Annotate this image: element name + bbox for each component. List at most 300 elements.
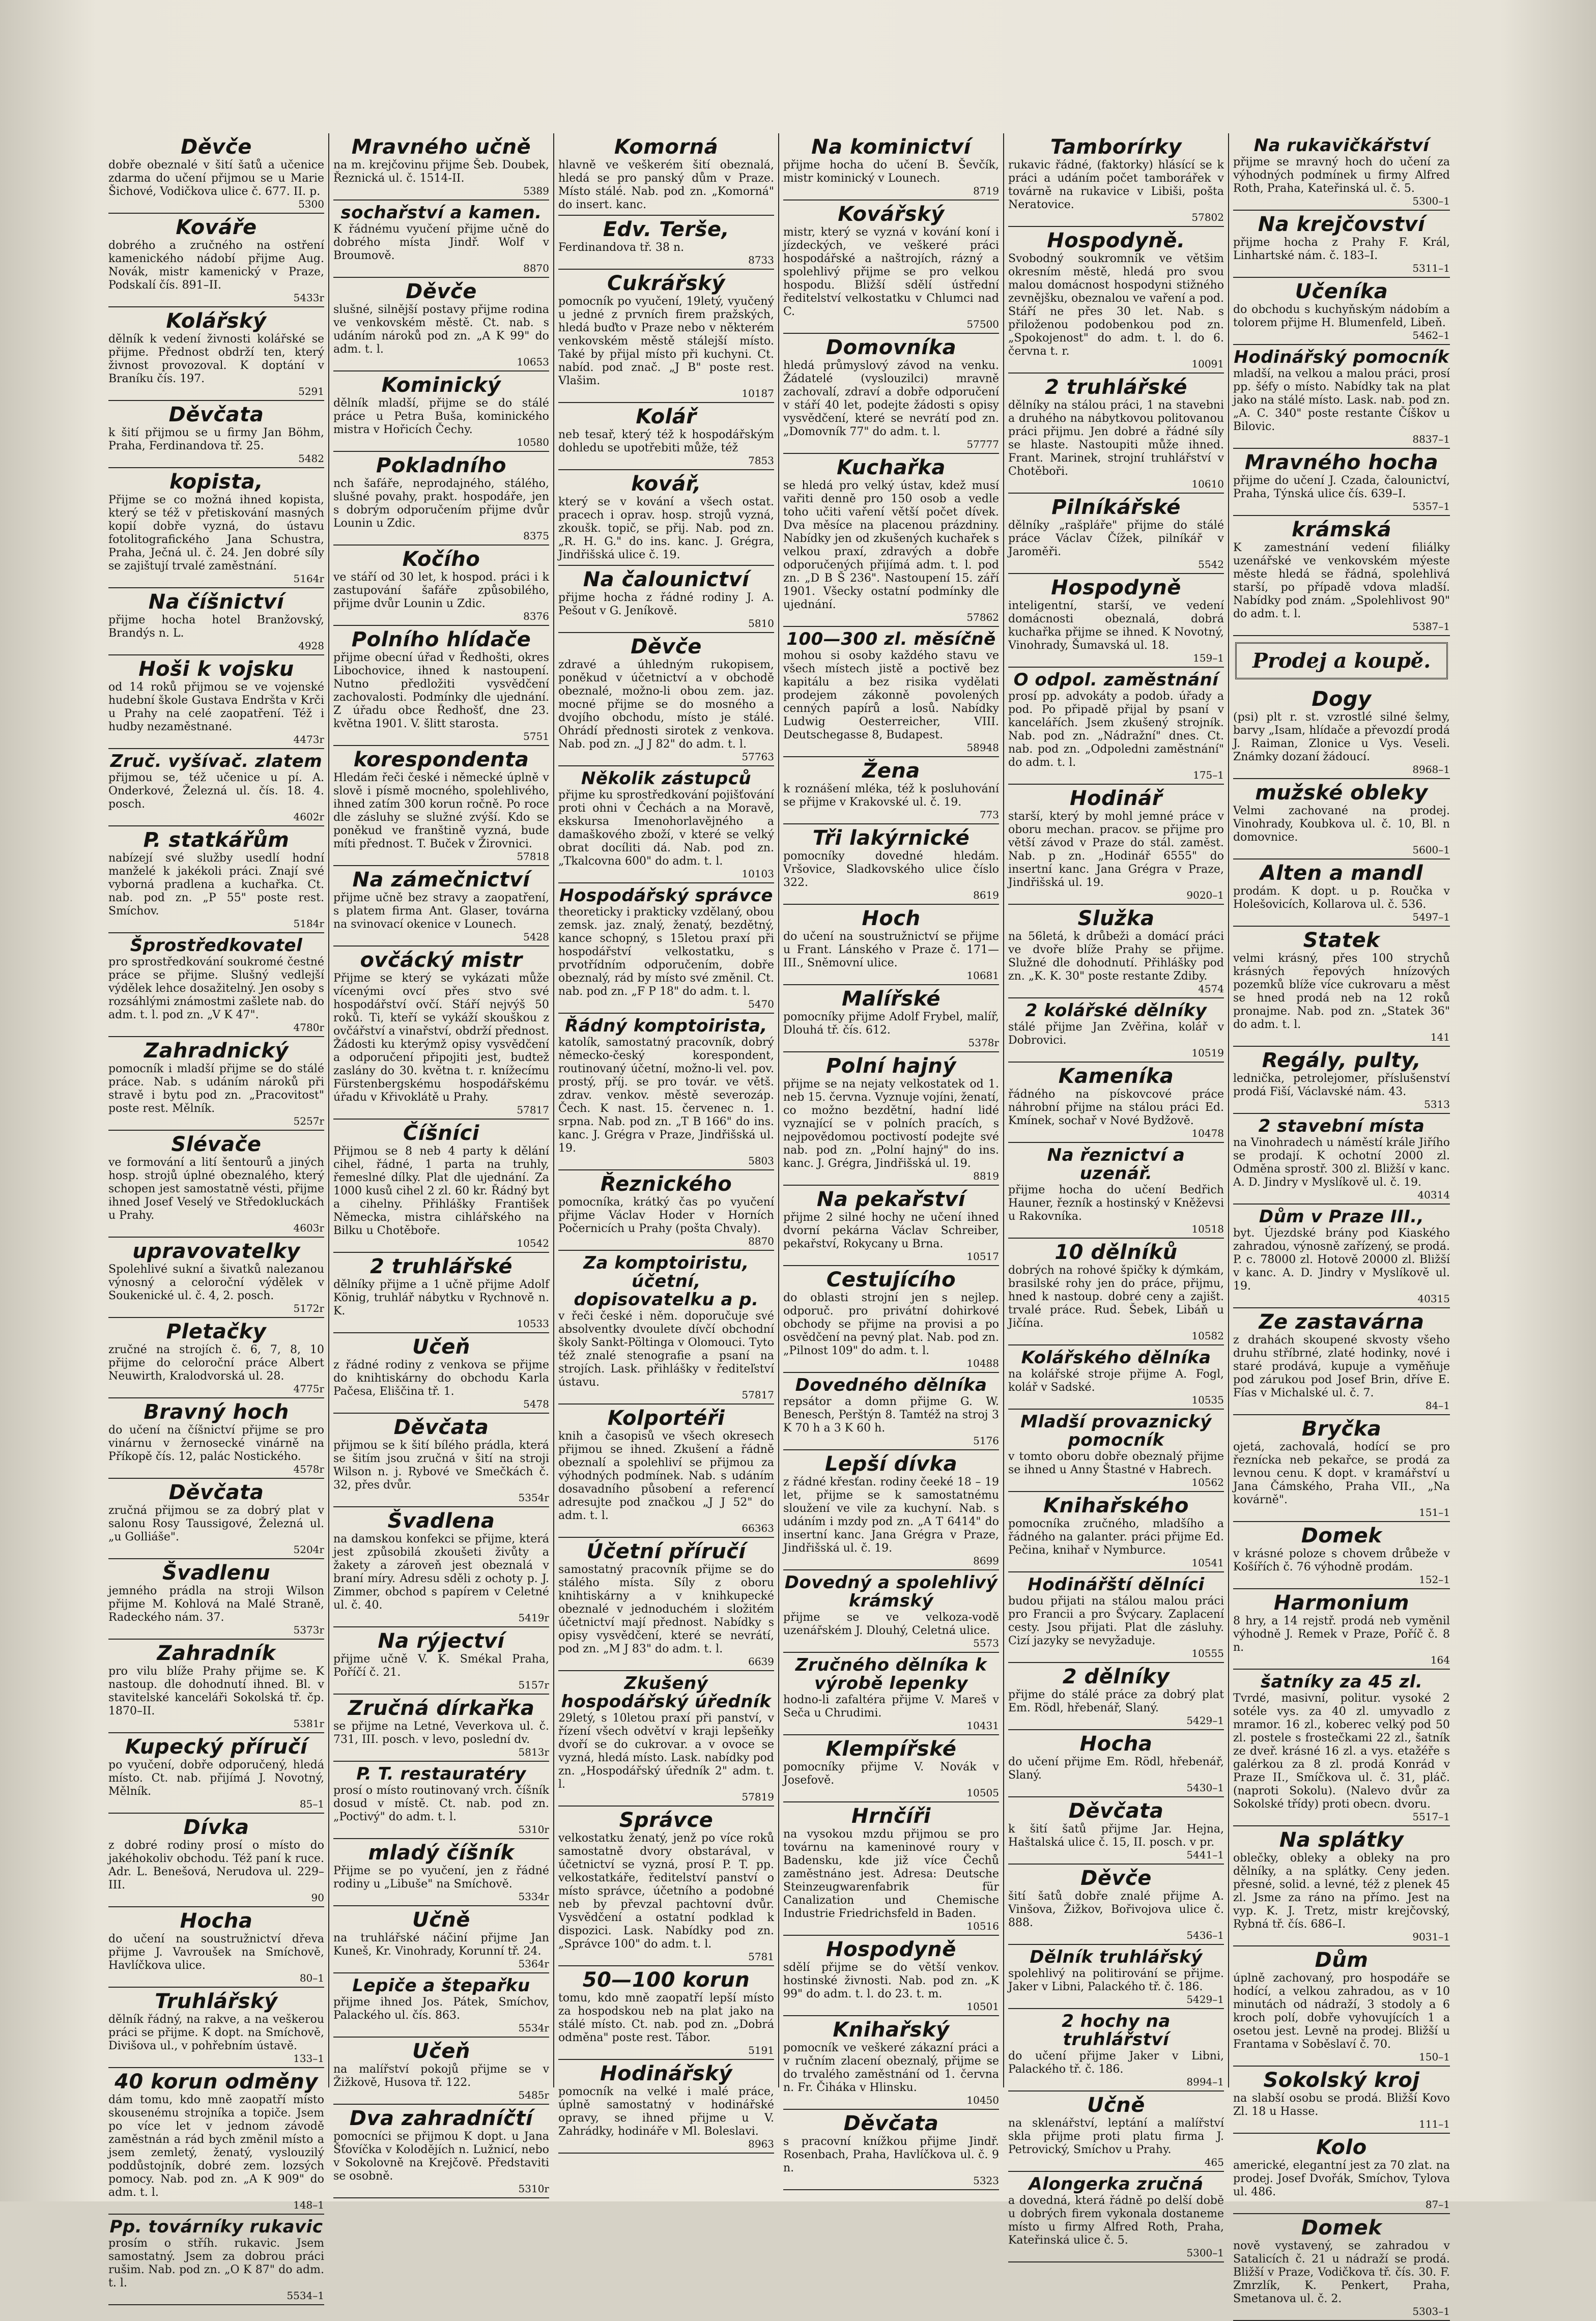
classified-ad <box>1233 1589 1450 1670</box>
ad-code: 4602r <box>293 811 324 823</box>
ad-code: 7853 <box>748 454 774 467</box>
ad-body: ve stáří od 30 let, k hospod. práci i k zastupování šafáře způsobilého, přijme dvůr Lounin u Zdic. <box>333 571 549 610</box>
classified-ad <box>558 1251 774 1405</box>
ad-body: přijmou se, též učenice u pí. A. Onderkové, Železná ul. čís. 18. 4. posch. <box>108 771 324 811</box>
ad-code: 5300–1 <box>1412 195 1450 207</box>
ad-heading: Hocha <box>1079 1732 1153 1756</box>
classified-ad <box>333 200 549 278</box>
ad-heading: Kolářského dělníka <box>1021 1348 1211 1368</box>
ad-body: na vysokou mzdu přijmou se pro továrnu na kameninové roury v Badensku, kde již více Čechů zaměstnáno jest. Adresa: Deutsche Steinzeugwarenfabrik für Canalization und Chemische Industrie Friedrichsfeld in Baden. <box>783 1828 999 1920</box>
ad-heading: Děvče <box>181 135 252 159</box>
classified-ad <box>783 1450 999 1570</box>
ad-body: řádného na pískovcové práce náhrobní přijme na stálou práci Ed. Kmínek, sochař v Nové Bydžově. <box>1008 1088 1224 1127</box>
ad-code: 5534r <box>518 2022 549 2034</box>
classified-ad <box>1008 494 1224 574</box>
ad-heading: 2 dělníky <box>1062 1665 1170 1688</box>
ad-body: k šití šatů přijme Jar. Hejna, Haštalská ulice č. 15, II. posch. v pr. <box>1008 1823 1224 1849</box>
ad-body: prosím o stříh. rukavic. Jsem samostatný. Jsem za dobrou práci rušim. Nab. pod zn. „O K 87" do adm. t. l. <box>108 2237 324 2289</box>
ad-body: z dobré rodiny prosí o místo do jakéhokoliv obchodu. Též paní k ruce. Adr. L. Benešová, Nerudova ul. 229–III. <box>108 1839 324 1892</box>
ad-code: 57817 <box>517 1104 549 1116</box>
ad-code: 40314 <box>1417 1189 1450 1201</box>
ad-heading: Bravný hoch <box>144 1400 289 1424</box>
classified-ad <box>1008 1492 1224 1572</box>
ad-heading: Řeznického <box>600 1172 732 1196</box>
ad-code: 5482 <box>298 452 324 465</box>
classified-ad <box>783 1570 999 1653</box>
classified-ad <box>783 1186 999 1266</box>
classified-ad <box>783 1802 999 1936</box>
ad-heading: kopista, <box>169 470 264 494</box>
ad-body: spolehlivý na politirování se přijme. Jaker v Libni, Palackého tř. č. 186. <box>1008 1967 1224 1993</box>
ad-heading: Statek <box>1303 929 1380 952</box>
ad-code: 90 <box>311 1892 324 1904</box>
ad-code: 5191 <box>748 2044 774 2056</box>
ad-code: 4578r <box>293 1463 324 1475</box>
ad-code: 141 <box>1430 1031 1450 1043</box>
classified-ad <box>108 1037 324 1131</box>
ad-code: 57862 <box>966 611 999 623</box>
classified-ad <box>558 1671 774 1807</box>
ad-code: 151–1 <box>1419 1506 1450 1518</box>
ad-heading: Ze zastavárna <box>1259 1310 1424 1334</box>
classified-ad <box>783 1373 999 1450</box>
ad-body: oblečky, obleky a obleky na pro dělníky, a na splátky. Ceny jeden. přesné, solid. a levné, též z plenek 45 zl. Jsme za ráno na přímo. Jest na vyp. K. J. Tretz, mistr krejčovský, Rybná tř. čís. 686–I. <box>1233 1852 1450 1931</box>
classified-ad <box>108 588 324 655</box>
classified-ad <box>783 1653 999 1735</box>
ad-heading: Na kominictví <box>811 135 971 159</box>
ad-body: Spolehlivé sukní a šivatků nalezanou výnosný a celoroční výdělek v Soukenické ul. č. 4, 2. posch. <box>108 1263 324 1302</box>
ad-code: 5485r <box>518 2089 549 2101</box>
ad-heading: upravovatelky <box>132 1240 300 1263</box>
ad-code: 10542 <box>517 1237 549 1249</box>
ad-code: 5291 <box>298 385 324 397</box>
ad-heading: Služka <box>1077 907 1155 930</box>
ad-body: budou přijati na stálou malou práci pro Francii a pro Švýcary. Zaplacení cesty. Jsou přijati. Plat dle zásluhy. Cizí jazyky se nevyžaduje. <box>1008 1595 1224 1647</box>
classified-ad <box>558 883 774 1014</box>
ad-body: Přijme se po vyučení, jen z řádné rodiny u „Libuše" na Smíchově. <box>333 1865 549 1890</box>
classified-ad <box>1233 345 1450 449</box>
classified-ad <box>783 985 999 1052</box>
ad-heading: Na řeznictví a uzenář. <box>1047 1145 1185 1184</box>
ad-body: americké, elegantní jest za 70 zlat. na prodej. Josef Dvořák, Smíchov, Tylova ul. 486. <box>1233 2159 1450 2198</box>
ad-heading: Dovedný a spolehlivý krámský <box>784 1572 998 1611</box>
classified-ad <box>108 933 324 1037</box>
classified-ad <box>1233 1114 1450 1205</box>
ad-code: 57817 <box>742 1389 774 1401</box>
ad-body: dám tomu, kdo mně zaopatří místo skousenému strojníka a topiče. Jsem po více let v jednom závodě zaměstnán a rád bych změnil místo a jsem zemletý, ženatý, vyslouzilý poddůstojník, dobré zem. lozsých pomocy. Nab. pod zn. „A K 909" do adm. t. l. <box>108 2094 324 2199</box>
classified-ad <box>1008 668 1224 785</box>
classified-ad <box>1233 1670 1450 1826</box>
ad-code: 58948 <box>966 741 999 754</box>
ad-body: pomocník ve veškeré zákazní práci a v ručním zlacení obeznalý, přijme se do trvalého zaměstnání od 1. června n. Fr. Čiháka v Hlinsku. <box>783 2042 999 2094</box>
ad-body: pomocníci se přijmou K dopt. u Jana Šťovíčka v Kolodějích n. Lužnicí, nebo v Sokolovně na Krejčově. Představiti se osobně. <box>333 2130 549 2183</box>
ad-code: 10610 <box>1191 478 1224 490</box>
ad-body: přijme hocha do učení B. Ševčík, mistr kominický v Lounech. <box>783 159 999 185</box>
ad-code: 8619 <box>973 889 999 901</box>
ad-heading: Hodinářští dělníci <box>1028 1574 1205 1595</box>
ad-heading: Sokolský kroj <box>1263 2069 1420 2092</box>
ad-code: 5419r <box>518 1612 549 1624</box>
ad-body: zručné na strojích č. 6, 7, 8, 10 přijme do celoroční práce Albert Neuwirth, Kralodvorská ul. 28. <box>108 1343 324 1383</box>
ad-heading: sochařství a kamen. <box>340 203 542 223</box>
ad-body: pomocník po vyučení, 19letý, vyučený u jedné z prvních firem pražských, hledá buďto v Praze nebo v některém venkovském městě stálejší místo. Také by přijal místo při kuchyni. Ct. nabíd. pod znač. „J B" poste rest. Vlašim. <box>558 295 774 387</box>
ad-code: 5334r <box>518 1890 549 1903</box>
ad-body: šití šatů dobře znalé přijme A. Vinšova, Žižkov, Bořivojova ulice č. 888. <box>1008 1890 1224 1929</box>
ad-body: do učení na soustružnictví dřeva přijme J. Vavroušek na Smíchově, Havlíčkova ulice. <box>108 1933 324 1972</box>
ad-code: 5387–1 <box>1412 620 1450 633</box>
classified-ad <box>333 866 549 947</box>
classified-ad <box>1233 449 1450 516</box>
ad-code: 5600–1 <box>1412 844 1450 856</box>
ad-code: 5172r <box>293 1302 324 1314</box>
ad-heading: Hoch <box>862 907 921 930</box>
ad-heading: Účetní příručí <box>586 1540 746 1563</box>
ad-body: se hledá pro velký ústav, kdež musí vařiti denně pro 150 osob a vedle toho učiti vaření větší počet dívek. Dva měsíce na placenou prázdniny. Nabídky jen od zkušených kuchařek s velkou praxí, zdravých a dobře odporučených přijímá adm. t. l. pod zn. „D B Š 236". Nastoupení 15. září 1901. Všecky ostatní podmínky dle ujednání. <box>783 479 999 611</box>
newspaper-column-1 <box>104 133 329 2302</box>
ad-heading: Mravného hocha <box>1244 451 1439 474</box>
ad-heading: Hospodářský správce <box>559 885 773 906</box>
ad-body: rukavic řádné, (faktorky) hlásící se k práci a udáním počet tamborářek v továrně na rukavice v Libiši, pošta Neratovice. <box>1008 159 1224 211</box>
ad-code: 5310r <box>518 1823 549 1836</box>
classified-ad <box>1233 2067 1450 2134</box>
ad-code: 5378r <box>968 1037 999 1049</box>
ad-body: pomocník i mladší přijme se do stálé práce. Nab. s udáním nároků při stravě i bytu pod zn. „Pracovitost" poste rest. Mělník. <box>108 1063 324 1115</box>
ad-code: 4780r <box>293 1021 324 1034</box>
classified-ad <box>1233 685 1450 779</box>
ad-body: starší, který by mohl jemné práce v oboru mechan. pracov. se přijme pro větší závod v Praze do stál. zaměst. Nab. p zn. „Hodinář 6555" do insertní kanc. Jana Grégra v Praze, Jindřišská ul. 19. <box>1008 810 1224 889</box>
ad-heading: Hodinářský pomocník <box>1234 347 1449 367</box>
ad-heading: Dva zahradníčtí <box>349 2107 533 2130</box>
classified-ad <box>108 1733 324 1814</box>
ad-code: 5300–1 <box>1186 2247 1224 2259</box>
classified-ad <box>108 749 324 826</box>
classified-ad <box>108 2068 324 2215</box>
ad-code: 10501 <box>966 2000 999 2013</box>
classified-ad <box>783 2016 999 2110</box>
ad-code: 6639 <box>748 1655 774 1668</box>
classified-ad <box>333 546 549 626</box>
ad-body: pomocníka, krátký čas po vyučení přijme Václav Hoder v Horních Počernicích u Prahy (pošta Chvaly). <box>558 1196 774 1235</box>
classified-ad <box>1008 1345 1224 1410</box>
ad-code: 84–1 <box>1425 1399 1450 1412</box>
ad-body: přijme se ve velkoza-vodě uzenářském J. Dlouhý, Celetná ulice. <box>783 1611 999 1637</box>
ad-body: dobře obeznalé v šití šatů a učenice zdarma do učení přijmou se u Marie Šichové, Vodičkova ulice č. 677. II. p. <box>108 159 324 198</box>
ad-body: a dovedná, která řádně po delší době u dobrých firem vykonala dostaneme místo u firmy Alfred Roth, Praha, Kateřinská ulice č. 5. <box>1008 2194 1224 2247</box>
classified-ad <box>333 1414 549 1507</box>
ad-code: 773 <box>979 809 999 821</box>
ad-code: 5429–1 <box>1186 1714 1224 1727</box>
classified-ad <box>108 214 324 307</box>
ad-code: 8870 <box>748 1235 774 1247</box>
ad-code: 10450 <box>966 2094 999 2106</box>
ad-heading: Zahradník <box>157 1642 276 1665</box>
ad-body: repsátor a domn přijme G. W. Benesch, Perštýn 8. Tamtéž na stroj 3 K 70 h a 3 K 60 h. <box>783 1395 999 1435</box>
ad-code: 5364r <box>518 1958 549 1970</box>
ad-heading: Domek <box>1301 2216 1382 2240</box>
ad-code: 10580 <box>517 436 549 448</box>
ad-body: přijme ihned Jos. Pátek, Smíchov, Palackého ul. čís. 863. <box>333 1996 549 2022</box>
classified-ad <box>783 1735 999 1802</box>
ad-body: na m. krejčovinu přijme Šeb. Doubek, Řeznická ul. č. 1514-II. <box>333 159 549 185</box>
ad-body: hodno-li zafaltéra přijme V. Mareš v Seča u Chrudimi. <box>783 1694 999 1720</box>
classified-ad <box>1233 1946 1450 2067</box>
ad-body: od 14 roků přijmou se ve vojenské hudební škole Gustava Endršta v Krči u Prahy na celé zaopatření. Též i hudby nezaměstnané. <box>108 681 324 733</box>
classified-ad <box>1233 211 1450 278</box>
classified-ad <box>108 2215 324 2305</box>
ad-heading: Kočího <box>402 548 480 571</box>
ad-code: 10653 <box>517 356 549 368</box>
ad-body: jemného prádla na stroji Wilson přijme M. Kohlová na Malé Straně, Radeckého nám. 37. <box>108 1585 324 1624</box>
ad-heading: Na rukavičkářství <box>1253 135 1430 156</box>
ad-code: 8699 <box>973 1555 999 1567</box>
classified-ad <box>1233 1205 1450 1308</box>
ad-heading: Učeň <box>412 2040 470 2063</box>
newspaper-column-5 <box>1004 133 1229 2259</box>
classified-ad <box>108 655 324 749</box>
ad-heading: Mladší provaznický pomocník <box>1020 1412 1212 1450</box>
ad-code: 5534–1 <box>287 2289 324 2302</box>
ad-body: mladší, na velkou a malou práci, prosí pp. šéfy o místo. Nabídky tak na plat jako na stálé místo. Lask. nab. pod zn. „A. C. 340" poste restante Číškov u Bilovic. <box>1233 367 1450 433</box>
ad-body: Přijme se který se vykázati může vícenými ovcí přes stvo své hospodářství ovčí. Stáří nejvýš 50 roků. Ti, kteří se vykáží skouškou z ovčářství a vinařství, obdrží přednost. Žádosti ku kterýmž opisy vysvědčení a odporučení připojiti jest, budtež zaslány do 30. května t. r. knížecímu Fürstenbergskému hospodářskému úřadu v Křivoklátě u Prahy. <box>333 972 549 1104</box>
ad-body: do obchodu s kuchyňským nádobím a tolorem přijme H. Blumenfeld, Libeň. <box>1233 303 1450 329</box>
classified-ad <box>1233 1522 1450 1589</box>
classified-ad <box>333 1333 549 1414</box>
classified-ad <box>558 1966 774 2060</box>
ad-heading: Polního hlídače <box>351 628 531 651</box>
ad-body: neb tesař, který též k hospodářským dohledu se upotřebiti může, též <box>558 428 774 454</box>
ad-heading: Cestujícího <box>826 1268 956 1292</box>
classified-ad <box>783 2110 999 2190</box>
classified-ad <box>783 454 999 627</box>
classified-ad <box>558 1170 774 1251</box>
ad-body: pro vilu blíže Prahy přijme se. K nastoup. dle dohodnutí ihned. Bl. v stavitelské kanceláři Sokolská tř. čp. 1870–II. <box>108 1665 324 1717</box>
newspaper-column-2 <box>329 133 554 2195</box>
ad-code: 465 <box>1204 2156 1224 2168</box>
ad-code: 150–1 <box>1419 2051 1450 2063</box>
ad-code: 5164r <box>293 572 324 585</box>
ad-heading: 2 kolářské dělníky <box>1025 1000 1207 1021</box>
ad-code: 5462–1 <box>1412 329 1450 341</box>
ad-body: prodám. K dopt. u p. Roučka v Holešovicích, Kollarova ul. č. 536. <box>1233 885 1450 911</box>
ad-code: 8963 <box>748 2138 774 2150</box>
ad-code: 5357–1 <box>1412 500 1450 512</box>
ad-heading: šatníky za 45 zl. <box>1260 1672 1423 1692</box>
ad-heading: Domek <box>1301 1524 1382 1548</box>
ad-code: 5311–1 <box>1412 262 1450 274</box>
ad-body: katolík, samostatný pracovník, dobrý německo-český korespondent, routinovaný účetní, možno-li vel. pov. prostý, příj. se pro továr. ve větš. zdrav. venkov. městě severozáp. Čech. K nast. 15. červenec n. 1. srpna. Nab. pod zn. „T B 166" do ins. kanc. J. Grégra v Praze, Jindřišská ul. 19. <box>558 1036 774 1155</box>
ad-code: 10516 <box>966 1920 999 1932</box>
ad-heading: Domovníka <box>825 336 957 359</box>
classified-ad <box>333 1695 549 1762</box>
ad-code: 57802 <box>1191 211 1224 223</box>
ad-body: pomocníka zručného, mladšího a řádného na galanter. práci přijme Ed. Pečina, knihař v Nymburce. <box>1008 1517 1224 1557</box>
classified-ad <box>1233 1826 1450 1946</box>
ad-heading: Švadlenu <box>162 1561 271 1585</box>
ad-body: velmi krásný, přes 100 strychů krásných řepových hnízových pozemků blíže více cukrovaru a měst se hned prodá neb na 12 roků pronajme. Nab. pod zn. „Statek 36" do adm. t. l. <box>1233 952 1450 1031</box>
ad-body: přijme 2 silné hochy ne učení ihned dvorní pekárna Václav Schreiber, pekařství, Rokycany u Brna. <box>783 1211 999 1250</box>
ad-body: (psi) plt r. st. vzrostlé silné šelmy, barvy „Isam, hlídače a převozdí prodá J. Raiman, Zlonice u Vys. Veseli. Známky dozaní žádoucí. <box>1233 711 1450 763</box>
ad-body: do učení přijme Em. Rödl, hřebenář, Slaný. <box>1008 1756 1224 1782</box>
ad-heading: 2 stavební místa <box>1258 1116 1425 1136</box>
ad-code: 5441–1 <box>1186 1849 1224 1861</box>
ad-body: slušné, silnější postavy přijme rodina ve venkovském městě. Ct. nab. s udáním nároků pod zn. „A K 99" do adm. t. l. <box>333 303 549 356</box>
ad-heading: Švadlena <box>387 1509 495 1533</box>
ad-heading: Učeň <box>412 1335 470 1359</box>
ad-heading: korespondenta <box>353 748 529 771</box>
ad-heading: Dívka <box>183 1816 249 1839</box>
classified-ad <box>333 2105 549 2198</box>
classified-ad <box>108 1238 324 1318</box>
ad-body: inteligentní, starší, ve vedení domácnosti obeznalá, dobrá kuchařka přijme se ihned. K Novotný, Vinohrady, Šumavská ul. 18. <box>1008 599 1224 652</box>
ad-body: samostatný pracovník přijme se do stálého místa. Síly z oboru knihtiskárny a v knihkupecké obeznalé v jednoduchém i složitém účetnictví mají přednost. Nabídky s opisy vysvědčení, které se nevrátí, pod zn. „M J 83" do adm. t. l. <box>558 1563 774 1655</box>
classified-ad <box>333 1120 549 1253</box>
ad-body: přijme se mravný hoch do učení za výhodných podmínek u firmy Alfred Roth, Praha, Kateřinská ul. č. 5. <box>1233 156 1450 195</box>
ad-code: 159–1 <box>1193 652 1224 664</box>
ad-code: 5813r <box>518 1746 549 1758</box>
ad-heading: Lepiče a štepařku <box>352 1975 530 1996</box>
ad-body: nabízejí své služby usedlí hodní manželé k jakékoli práci. Znají své vyborná pradlena a kuchařka. Ct. nab. pod zn. „P 55" poste rest. Smíchov. <box>108 852 324 918</box>
classified-ad <box>783 905 999 985</box>
ad-code: 10091 <box>1191 358 1224 370</box>
classified-ad <box>558 766 774 883</box>
ad-code: 5429–1 <box>1186 1993 1224 2005</box>
ad-heading: Kominický <box>381 374 501 397</box>
ad-heading: Šprostředkovatel <box>130 935 303 956</box>
ad-heading: mužské obleky <box>1255 781 1428 805</box>
classified-ad <box>333 1762 549 1839</box>
ad-body: zručná přijmou se za dobrý plat v salonu Rosy Taussigové, Železná ul. „u Golliáše". <box>108 1504 324 1543</box>
ad-code: 5204r <box>293 1543 324 1556</box>
ad-code: 148–1 <box>293 2199 324 2211</box>
classified-ad <box>783 627 999 757</box>
section-banner: Prodej a koupě. <box>1235 642 1448 679</box>
ad-heading: 100—300 zl. měsíčně <box>786 629 996 649</box>
classified-ad <box>1008 1410 1224 1492</box>
ad-heading: Kovářský <box>838 203 945 226</box>
ad-heading: Polní hajný <box>826 1054 956 1078</box>
ad-heading: krámská <box>1292 518 1391 541</box>
ad-code: 5354r <box>518 1492 549 1504</box>
ad-body: knih a časopisů ve všech okresech přijmou se ihned. Zkušení a řádně obeznalí a spolehliví se přijmou za výhodných podmínek. Nab. s udáním dosavadního působení a referencí adresujte pod značkou „J J 52" do adm. t. l. <box>558 1430 774 1522</box>
ad-code: 5313 <box>1424 1098 1450 1110</box>
ad-heading: Řádný komptoirista, <box>565 1016 767 1036</box>
ad-heading: Kolo <box>1316 2136 1367 2159</box>
ad-body: tomu, kdo mně zaopatří lepší místo za hospodskou neb na plat jako na stálé místo. Ct. nab. pod zn. „Dobrá odměna" poste rest. Tábor. <box>558 1992 774 2044</box>
ad-code: 133–1 <box>293 2052 324 2065</box>
ad-heading: Na zámečnictví <box>352 868 530 892</box>
classified-ad <box>558 566 774 633</box>
ad-heading: Kameníka <box>1058 1065 1174 1088</box>
classified-ad <box>558 270 774 403</box>
classified-ad <box>783 824 999 905</box>
classified-ad <box>1008 1730 1224 1797</box>
ad-heading: Zahradnický <box>144 1039 289 1063</box>
ad-heading: Kupecký příručí <box>125 1735 308 1759</box>
ad-body: z řádné křesťan. rodiny čeeké 18 – 19 let, přijme se k samostatnému sloužení ve vile za kuchyní. Nab. s udáním i mzdy pod zn. „A T 6414" do insertní kanc. Jana Grégra v Praze, Jindřišská ul. č. 19. <box>783 1476 999 1555</box>
ad-body: do učení na číšnictví přijme se pro vinárnu v žernosecké vinárně na Příkopě čís. 12, palác Nostického. <box>108 1424 324 1463</box>
classified-ad <box>1008 1572 1224 1663</box>
ad-heading: 40 korun odměny <box>115 2070 318 2094</box>
ad-heading: Edv. Terše, <box>603 218 730 241</box>
ad-heading: Cukrářský <box>607 272 725 295</box>
ad-body: dělníky přijme a 1 učně přijme Adolf König, truhlář nábytku v Rychnově n. K. <box>333 1278 549 1317</box>
ad-heading: Hospodyně <box>826 1938 956 1961</box>
ad-code: 5436–1 <box>1186 1929 1224 1941</box>
classified-ad <box>558 1405 774 1538</box>
ad-heading: Několik zástupců <box>581 768 752 789</box>
classified-ad <box>1233 1415 1450 1522</box>
ad-heading: Na čalounictví <box>583 568 750 591</box>
ad-body: k roznášení mléka, též k posluhování se přijme v Krakovské ul. č. 19. <box>783 783 999 809</box>
ad-body: pomocníky přijme V. Novák v Josefově. <box>783 1761 999 1787</box>
ad-body: dělník řádný, na rakve, a na veškerou práci se přijme. K dopt. na Smíchově, Divišova ul., v pohřebním ústavě. <box>108 2013 324 2052</box>
ad-body: na Vinohradech u náměstí krále Jiřího se prodají. K ochotní 2000 zl. Odměna sprostř. 300 zl. Bližší v kanc. A. D. Jindry v Myslíkově ul. č. 19. <box>1233 1136 1450 1189</box>
ad-code: 40315 <box>1417 1293 1450 1305</box>
ad-code: 10555 <box>1191 1647 1224 1659</box>
ad-body: velkostatku ženatý, jenž po více roků samostatně dvory obstarával, v účetnictví se vyzná, prosí P. T. pp. velkostatkáře, ředitelství panství o místo správce, účetního a podobné neb by převzal pachtovní dvůr. Vysvědčení a ostatní podklad k dispozici. Lask. Nabídky pod zn. „Správce 100" do adm. t. l. <box>558 1832 774 1951</box>
ad-body: prosí o místo routinovaný vrch. číšník dosud v místě. Ct. nab. pod zn. „Poctivý" do adm. t. l. <box>333 1784 549 1823</box>
classified-ad <box>108 826 324 933</box>
ad-heading: Na krejčovství <box>1258 213 1426 236</box>
ad-body: na malířství pokojů přijme se v Žižkově, Husova tř. 122. <box>333 2063 549 2089</box>
ad-heading: Děvče <box>631 635 702 658</box>
ad-heading: kovář, <box>631 472 701 496</box>
ad-body: k šití přijmou se u firmy Jan Böhm, Praha, Ferdinandova tř. 25. <box>108 426 324 452</box>
ad-code: 5430–1 <box>1186 1782 1224 1794</box>
ad-code: 5428 <box>523 931 549 943</box>
ad-heading: Dům <box>1315 1949 1369 1972</box>
ad-body: Ferdinandova tř. 38 n. <box>558 241 685 254</box>
ad-code: 10505 <box>966 1787 999 1799</box>
classified-ad <box>333 1253 549 1333</box>
ad-code: 85–1 <box>299 1798 324 1810</box>
ad-code: 5176 <box>973 1435 999 1447</box>
ad-body: Přijme se co možná ihned kopista, který se též v přetiskování masných kopií dobře vyzná, do ústavu fotolitografického Jana Schustra, Praha, Ječná ul. č. 24. Jen dobré síly se zajištují trvalé zaměstnání. <box>108 494 324 572</box>
ad-body: 29letý, s 10letou praxí při panství, v řízení všech odvětví v kraji lepšeňky dvoří se do cukrovar. a v ovoce se vyzná, hledá místo. Lask. nabídky pod zn. „Hospodářský úředník 2" adm. t. l. <box>558 1712 774 1791</box>
ad-heading: 2 truhlářské <box>369 1255 513 1278</box>
ad-code: 5478 <box>523 1398 549 1410</box>
classified-ad <box>783 334 999 454</box>
ad-body: v řeči české i něm. doporučuje své absolventky dvoulete dívčí obchodní školy Sankt-Pöltinga v Olomouci. Tyto též znalé stenografie a psaní na strojích. Lask. přihlášky v řediteľství ústavu. <box>558 1310 774 1389</box>
ad-heading: Hodinářský <box>600 2062 732 2085</box>
ad-heading: Hoši k vojsku <box>138 657 294 681</box>
ad-body: Přijmou se 8 neb 4 party k dělání cihel, řádné, 1 parta na truhly, řemeslné dílky. Plat dle ujednání. Za 1000 kusů cihel 2 zl. 60 kr. Řádný byt a cihelny. Přihlášky František Německa, mistra cihlářského na Bilku u Chotěboře. <box>333 1145 549 1237</box>
ad-body: se přijme na Letné, Veverkova ul. č. 731, III. posch. v levo, poslední dv. <box>333 1720 549 1746</box>
ad-heading: Lepší dívka <box>824 1452 958 1476</box>
ad-code: 4574 <box>1198 983 1224 995</box>
ad-heading: Děvčata <box>1068 1799 1164 1823</box>
ad-heading: 2 hochy na truhlářství <box>1062 2011 1171 2050</box>
ad-code: 8837–1 <box>1412 433 1450 445</box>
ad-heading: 2 truhlářské <box>1044 376 1188 399</box>
ad-heading: Děvče <box>1080 1867 1152 1890</box>
ad-body: theoreticky i prakticky vzdělaný, obou zemsk. jaz. znalý, ženatý, bezdětný, kance schopný, s 15letou praxí při hospodářství velkostatku, s prvotřídním odporučením, dobře obeznalý, rád by místo své změnil. Ct. nab. pod zn. „F P 18" do adm. t. l. <box>558 906 774 998</box>
ad-body: prosí pp. advokáty a podob. úřady a pod. Po připadě přijal by psaní v kancelářích. Jsem zkušený strojník. Nab. pod zn. „Nádražní" dnes. Ct. nab. pod zn. „Odpoledni zaměstnání" do adm. t. l. <box>1008 690 1224 769</box>
ad-body: z drahách skoupené skvosty všeho druhu stříbrné, zlaté hodinky, nové i staré prodává, kupuje a vyměňuje pod zárukou pod Josef Brin, dříve E. Fías v Michalské ul. č. 7. <box>1233 1334 1450 1399</box>
ad-code: 5310r <box>518 2183 549 2195</box>
classified-ad <box>108 1640 324 1733</box>
ad-heading: Regály, pulty, <box>1262 1049 1421 1072</box>
ad-body: v krásné poloze s chovem drůbeže v Košířích č. 76 výhodně prodám. <box>1233 1548 1450 1573</box>
ad-body: přijme ku sprostředkování pojišťování proti ohni v Čechách a na Moravě, ekskursa Imenohorlavějného a damaškového zboží, v které se velký obrat docíliti dá. Nab. pod zn. „Tkalcovna 600" do adm. t. l. <box>558 789 774 868</box>
ad-code: 5303–1 <box>1412 2305 1450 2317</box>
ad-body: mistr, který se vyzná v kování koní i jízdeckých, ve veškeré práci hospodářské a naštrojích, rázný a spolehlivý přijme se pro velkou hospodu. Bližší sdělí ústřední ředitelství velkostatku v Chlumci nad C. <box>783 226 999 318</box>
ad-code: 152–1 <box>1419 1573 1450 1586</box>
ad-code: 8819 <box>973 1170 999 1182</box>
ad-heading: Zkušený hospodářský úředník <box>561 1673 772 1712</box>
classified-ad <box>108 307 324 401</box>
classified-ad <box>108 1398 324 1479</box>
